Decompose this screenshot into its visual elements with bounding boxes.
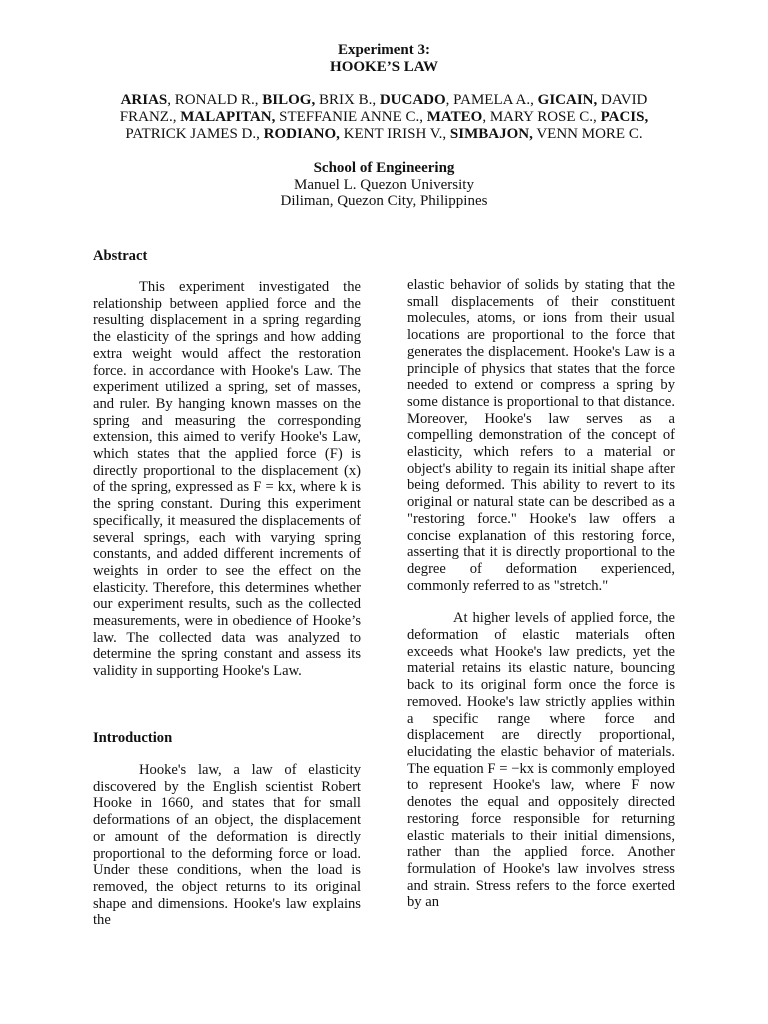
introduction-heading: Introduction xyxy=(93,730,173,746)
introduction-body xyxy=(93,762,361,929)
author-first: BRIX B., xyxy=(315,92,380,108)
introduction-paragraph: Hooke's law, a law of elasticity discovered by the English scientist Robert Hooke in 1660, and states that for small deformations of an object, the displacement or amount of the deformation is directly proportional to the deforming force or load. Under these conditions, when the load is removed, the object returns to its original shape and dimensions. Hooke's law explains the xyxy=(93,762,361,929)
author-last: DUCADO xyxy=(379,92,446,108)
author-first: STEFFANIE ANNE C., xyxy=(275,109,427,125)
affiliation xyxy=(0,160,768,210)
author-list xyxy=(92,92,676,143)
author-first: , MARY ROSE C., xyxy=(482,109,601,125)
author-last: MALAPITAN, xyxy=(180,109,276,125)
paper-title: HOOKE’S LAW xyxy=(330,59,438,75)
right-paragraph-1: elastic behavior of solids by stating that the small displacements of their constituent molecules, atoms, or ions from their usual locations are proportional to the force that generates the displacement. Hooke's Law is a principle of physics that states that the force needed to extend or compress a spring by some distance is proportional to that distance. Moreover, Hooke's law serves as a compelling demonstration of the concept of elasticity, which refers to a material or object's ability to regain its initial shape after being deformed. This ability to revert to its original or natural state can be described as a "restoring force." Hooke's law offers a concise explanation of this restoring force, asserting that it is directly proportional to the degree of deformation experienced, commonly referred to as "stretch." xyxy=(407,277,675,594)
author-last: PACIS, xyxy=(600,109,649,125)
author-last: ARIAS xyxy=(120,92,168,108)
author-first: , PAMELA A., xyxy=(445,92,538,108)
author-first: , RONALD R., xyxy=(167,92,263,108)
right-paragraph-2: At higher levels of applied force, the deformation of elastic materials often exceeds what Hooke's law predicts, yet the material retains its elastic nature, bouncing back to its original form once the force is removed. Hooke's law strictly applies within a specific range where force and displacement are directly proportional, elucidating the elastic behavior of materials. The equation F = −kx is commonly employed to represent Hooke's law, where F now denotes the equal and oppositely directed restoring force responsible for returning elastic materials to their initial dimensions, rather than the applied force. Another formulation of Hooke's law involves stress and strain. Stress refers to the force exerted by an xyxy=(407,610,675,911)
author-last: MATEO xyxy=(426,109,483,125)
experiment-label: Experiment 3: xyxy=(337,42,431,58)
author-first: DAVID FRANZ., xyxy=(119,92,648,125)
abstract-body xyxy=(93,279,361,680)
author-last: GICAIN, xyxy=(537,92,598,108)
author-first: VENN MORE C. xyxy=(532,126,643,142)
abstract-paragraph: This experiment investigated the relationship between applied force and the resulting displacement in a spring regarding the elasticity of the springs and how adding extra weight would affect the restoration force. in accordance with Hooke's Law. The experiment utilized a spring, set of masses, and ruler. By hanging known masses on the spring and measuring the corresponding extension, this aimed to verify Hooke's Law, which states that the applied force (F) is directly proportional to the displacement (x) of the spring, expressed as F = kx, where k is the spring constant. During this experiment specifically, it measured the displacements of several springs, each with varying spring constants, and added different increments of weights in order to see the effect on the elasticity. Therefore, this determines whether our experiment results, such as the collected measurements, were in obedience of Hooke’s law. The collected data was analyzed to determine the spring constant and assess its validity in supporting Hooke's Law. xyxy=(93,279,361,680)
school-name: School of Engineering xyxy=(313,160,455,176)
author-last: SIMBAJON, xyxy=(449,126,533,142)
right-column xyxy=(407,277,675,911)
university-name: Manuel L. Quezon University xyxy=(294,176,474,193)
author-first: KENT IRISH V., xyxy=(339,126,450,142)
author-last: RODIANO, xyxy=(263,126,340,142)
location: Diliman, Quezon City, Philippines xyxy=(280,193,488,209)
author-last: BILOG, xyxy=(262,92,316,108)
author-first: PATRICK JAMES D., xyxy=(125,126,264,142)
abstract-heading: Abstract xyxy=(93,248,148,264)
